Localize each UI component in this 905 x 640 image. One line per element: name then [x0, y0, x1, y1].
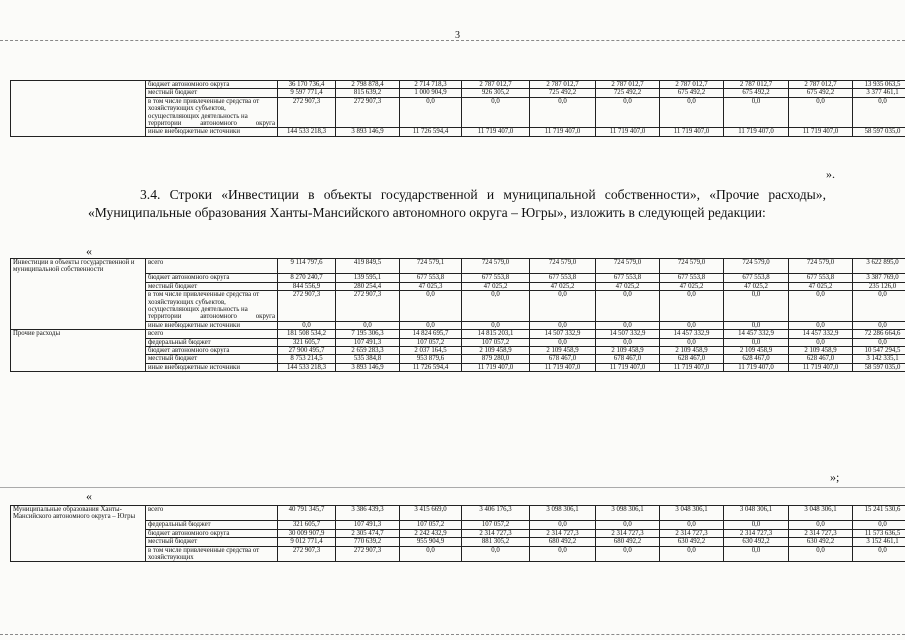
value-cell: 0,0: [596, 338, 660, 346]
value-cell: 14 507 332,9: [596, 330, 660, 338]
category-cell: [11, 355, 146, 363]
value-cell: 72 286 664,6: [853, 330, 905, 338]
row-label: всего: [146, 506, 278, 521]
table-row: [11, 330, 905, 338]
value-cell: 2 109 458,9: [596, 346, 660, 354]
row-label: в том числе привлеченные средства от хозяйствующих: [146, 546, 278, 562]
category-cell: Прочие расходы: [11, 330, 146, 338]
value-cell: 2 787 012,7: [462, 81, 530, 89]
value-cell: 2 314 727,3: [530, 529, 596, 537]
value-cell: 9 114 797,6: [278, 259, 336, 274]
value-cell: 2 109 458,9: [530, 346, 596, 354]
value-cell: 47 025,2: [724, 282, 789, 290]
value-cell: 0,0: [530, 321, 596, 329]
value-cell: 0,0: [596, 521, 660, 529]
value-cell: 0,0: [853, 546, 905, 562]
value-cell: 11 573 636,5: [853, 529, 905, 537]
row-label: бюджет автономного округа: [146, 274, 278, 282]
value-cell: 2 714 718,3: [400, 81, 462, 89]
value-cell: 0,0: [724, 97, 789, 128]
value-cell: 630 492,2: [660, 538, 724, 546]
value-cell: 3 048 306,1: [660, 506, 724, 521]
budget-table-municipalities: [10, 505, 905, 562]
value-cell: 0,0: [660, 521, 724, 529]
category-cell: [11, 81, 146, 89]
value-cell: 0,0: [596, 97, 660, 128]
value-cell: 0,0: [530, 291, 596, 322]
value-cell: 2 314 727,3: [462, 529, 530, 537]
budget-table-continued: [10, 80, 905, 137]
value-cell: 11 719 407,0: [530, 128, 596, 136]
value-cell: 0,0: [853, 97, 905, 128]
value-cell: 3 386 439,3: [336, 506, 400, 521]
table-row: [11, 506, 905, 521]
value-cell: 0,0: [400, 291, 462, 322]
table-row: [11, 89, 905, 97]
value-cell: 535 384,8: [336, 355, 400, 363]
value-cell: 2 109 458,9: [660, 346, 724, 354]
value-cell: 3 377 461,1: [853, 89, 905, 97]
value-cell: 628 467,0: [660, 355, 724, 363]
value-cell: 678 467,0: [530, 355, 596, 363]
value-cell: 36 170 736,4: [278, 81, 336, 89]
value-cell: 47 025,2: [462, 282, 530, 290]
value-cell: 0,0: [400, 97, 462, 128]
value-cell: 10 547 294,5: [853, 346, 905, 354]
value-cell: 11 719 407,0: [660, 128, 724, 136]
value-cell: 0,0: [462, 291, 530, 322]
table-row: [11, 346, 905, 354]
row-label: иные внебюджетные источники: [146, 128, 278, 136]
value-cell: 58 597 035,0: [853, 363, 905, 371]
row-label: местный бюджет: [146, 355, 278, 363]
value-cell: 881 305,2: [462, 538, 530, 546]
category-cell: [11, 128, 146, 136]
value-cell: 11 719 407,0: [789, 128, 853, 136]
value-cell: 680 492,2: [596, 538, 660, 546]
value-cell: 11 719 407,0: [789, 363, 853, 371]
value-cell: 677 553,8: [789, 274, 853, 282]
value-cell: 0,0: [724, 291, 789, 322]
value-cell: 630 492,2: [724, 538, 789, 546]
value-cell: 725 492,2: [596, 89, 660, 97]
value-cell: 2 109 458,9: [789, 346, 853, 354]
value-cell: 272 907,3: [278, 546, 336, 562]
value-cell: 0,0: [853, 521, 905, 529]
value-cell: 1 000 904,9: [400, 89, 462, 97]
row-label: местный бюджет: [146, 538, 278, 546]
category-cell: [11, 321, 146, 329]
value-cell: 0,0: [789, 546, 853, 562]
value-cell: 815 639,2: [336, 89, 400, 97]
value-cell: 675 492,2: [789, 89, 853, 97]
value-cell: 0,0: [789, 291, 853, 322]
value-cell: 3 142 335,1: [853, 355, 905, 363]
value-cell: 770 639,2: [336, 538, 400, 546]
table-row: [11, 97, 905, 128]
value-cell: 40 791 345,7: [278, 506, 336, 521]
value-cell: 677 553,8: [596, 274, 660, 282]
value-cell: 272 907,3: [336, 97, 400, 128]
value-cell: 11 719 407,0: [596, 363, 660, 371]
value-cell: 3 098 306,1: [530, 506, 596, 521]
row-label: бюджет автономного округа: [146, 346, 278, 354]
table-row: [11, 521, 905, 529]
value-cell: 955 904,9: [400, 538, 462, 546]
value-cell: 14 824 695,7: [400, 330, 462, 338]
value-cell: 0,0: [596, 546, 660, 562]
value-cell: 2 798 878,4: [336, 81, 400, 89]
row-label: федеральный бюджет: [146, 338, 278, 346]
value-cell: 9 012 771,4: [278, 538, 336, 546]
bottom-dashed-rule: [0, 634, 905, 635]
value-cell: 3 098 306,1: [596, 506, 660, 521]
category-cell: [11, 338, 146, 346]
value-cell: 14 457 332,9: [660, 330, 724, 338]
value-cell: 0,0: [530, 546, 596, 562]
value-cell: 280 254,4: [336, 282, 400, 290]
value-cell: 0,0: [462, 97, 530, 128]
value-cell: 680 492,2: [530, 538, 596, 546]
value-cell: 11 719 407,0: [596, 128, 660, 136]
row-label: бюджет автономного округа: [146, 529, 278, 537]
table-row: [11, 81, 905, 89]
value-cell: 11 726 594,4: [400, 363, 462, 371]
row-label: местный бюджет: [146, 89, 278, 97]
value-cell: 2 787 012,7: [660, 81, 724, 89]
value-cell: 677 553,8: [724, 274, 789, 282]
amendment-paragraph: 3.4. Строки «Инвестиции в объекты государственной и муниципальной собственности», «Прочие расходы», «Муниципальные образования Ханты-Мансийского автономного округа – Югры», изложить в следующей редакции:: [88, 187, 826, 220]
category-cell: [11, 529, 146, 537]
value-cell: 0,0: [660, 338, 724, 346]
value-cell: 13 935 063,5: [853, 81, 905, 89]
value-cell: 272 907,3: [278, 97, 336, 128]
value-cell: 677 553,8: [462, 274, 530, 282]
value-cell: 11 719 407,0: [530, 363, 596, 371]
value-cell: 0,0: [596, 291, 660, 322]
value-cell: 0,0: [660, 97, 724, 128]
category-cell: [11, 291, 146, 322]
table-row: [11, 274, 905, 282]
value-cell: 0,0: [853, 291, 905, 322]
value-cell: 0,0: [336, 321, 400, 329]
table-row: [11, 529, 905, 537]
category-cell: [11, 538, 146, 546]
value-cell: 677 553,8: [660, 274, 724, 282]
value-cell: 14 457 332,9: [724, 330, 789, 338]
row-label: в том числе привлеченные средства от хозяйствующих субъектов, осуществляющих деятельность на территории автономного округа: [146, 291, 278, 322]
row-label: бюджет автономного округа: [146, 81, 278, 89]
value-cell: 3 387 769,0: [853, 274, 905, 282]
value-cell: 0,0: [530, 521, 596, 529]
value-cell: 724 579,1: [400, 259, 462, 274]
value-cell: 0,0: [724, 546, 789, 562]
value-cell: 47 025,3: [400, 282, 462, 290]
value-cell: 11 719 407,0: [660, 363, 724, 371]
table-row: [11, 338, 905, 346]
category-cell: [11, 363, 146, 371]
value-cell: 47 025,2: [660, 282, 724, 290]
value-cell: 9 597 771,4: [278, 89, 336, 97]
row-label: иные внебюджетные источники: [146, 321, 278, 329]
value-cell: 2 242 432,9: [400, 529, 462, 537]
value-cell: 58 597 035,0: [853, 128, 905, 136]
value-cell: 725 492,2: [530, 89, 596, 97]
value-cell: 677 553,8: [400, 274, 462, 282]
top-dashed-rule: [0, 40, 905, 41]
value-cell: 107 057,2: [462, 338, 530, 346]
value-cell: 8 753 214,5: [278, 355, 336, 363]
value-cell: 844 556,9: [278, 282, 336, 290]
value-cell: 0,0: [462, 321, 530, 329]
value-cell: 321 605,7: [278, 338, 336, 346]
table-row: [11, 355, 905, 363]
value-cell: 272 907,3: [336, 291, 400, 322]
category-cell: Инвестиции в объекты государственной и муниципальной собственности: [11, 259, 146, 274]
opening-quote-1: «: [86, 244, 92, 258]
value-cell: 2 109 458,9: [724, 346, 789, 354]
table-row: [11, 321, 905, 329]
table-row: [11, 291, 905, 322]
row-label: местный бюджет: [146, 282, 278, 290]
value-cell: 14 815 203,1: [462, 330, 530, 338]
value-cell: 2 787 012,7: [596, 81, 660, 89]
value-cell: 2 314 727,3: [724, 529, 789, 537]
value-cell: 0,0: [724, 338, 789, 346]
table-row: [11, 538, 905, 546]
value-cell: 879 280,0: [462, 355, 530, 363]
row-label: иные внебюджетные источники: [146, 363, 278, 371]
value-cell: 181 508 534,2: [278, 330, 336, 338]
value-cell: 47 025,2: [789, 282, 853, 290]
value-cell: 0,0: [278, 321, 336, 329]
middle-dashed-rule: [0, 487, 905, 488]
value-cell: 724 579,0: [789, 259, 853, 274]
opening-quote-2: «: [86, 489, 92, 503]
value-cell: 0,0: [530, 97, 596, 128]
value-cell: 2 314 727,3: [789, 529, 853, 537]
value-cell: 11 719 407,0: [462, 128, 530, 136]
row-label: в том числе привлеченные средства от хозяйствующих субъектов, осуществляющих деятельность на территории автономного округа: [146, 97, 278, 128]
budget-table-investments-other: [10, 258, 905, 372]
category-cell: [11, 346, 146, 354]
value-cell: 107 057,2: [462, 521, 530, 529]
value-cell: 0,0: [596, 321, 660, 329]
value-cell: 724 579,0: [724, 259, 789, 274]
value-cell: 107 491,3: [336, 338, 400, 346]
value-cell: 272 907,3: [278, 291, 336, 322]
category-cell: [11, 274, 146, 282]
value-cell: 47 025,2: [596, 282, 660, 290]
value-cell: 724 579,0: [462, 259, 530, 274]
value-cell: 2 787 012,7: [789, 81, 853, 89]
value-cell: 0,0: [853, 321, 905, 329]
value-cell: 678 467,0: [596, 355, 660, 363]
value-cell: 2 037 164,5: [400, 346, 462, 354]
value-cell: 30 009 907,9: [278, 529, 336, 537]
value-cell: 15 241 530,6: [853, 506, 905, 521]
value-cell: 11 726 594,4: [400, 128, 462, 136]
value-cell: 3 048 306,1: [789, 506, 853, 521]
category-cell: Муниципальные образования Ханты-Мансийского автономного округа – Югры: [11, 506, 146, 521]
value-cell: 0,0: [660, 321, 724, 329]
value-cell: 8 270 240,7: [278, 274, 336, 282]
value-cell: 7 195 306,3: [336, 330, 400, 338]
value-cell: 0,0: [400, 546, 462, 562]
value-cell: 724 579,0: [530, 259, 596, 274]
value-cell: 0,0: [789, 321, 853, 329]
row-label: всего: [146, 259, 278, 274]
value-cell: 677 553,8: [530, 274, 596, 282]
category-cell: [11, 546, 146, 562]
value-cell: 0,0: [789, 521, 853, 529]
value-cell: 0,0: [400, 321, 462, 329]
value-cell: 0,0: [853, 338, 905, 346]
value-cell: 630 492,2: [789, 538, 853, 546]
value-cell: 2 305 474,7: [336, 529, 400, 537]
value-cell: 0,0: [660, 546, 724, 562]
value-cell: 107 057,2: [400, 521, 462, 529]
value-cell: 0,0: [789, 97, 853, 128]
row-label: всего: [146, 330, 278, 338]
value-cell: 11 719 407,0: [724, 363, 789, 371]
closing-quote-1: ».: [826, 167, 835, 181]
closing-quote-2: »;: [830, 470, 840, 484]
value-cell: 419 849,5: [336, 259, 400, 274]
value-cell: 0,0: [660, 291, 724, 322]
table-row: [11, 259, 905, 274]
value-cell: 675 492,2: [660, 89, 724, 97]
value-cell: 724 579,0: [596, 259, 660, 274]
value-cell: 0,0: [462, 546, 530, 562]
value-cell: 3 893 146,9: [336, 363, 400, 371]
table-row: [11, 282, 905, 290]
value-cell: 0,0: [530, 338, 596, 346]
category-cell: [11, 282, 146, 290]
value-cell: 953 879,6: [400, 355, 462, 363]
table-row: [11, 546, 905, 562]
value-cell: 3 415 669,0: [400, 506, 462, 521]
value-cell: 675 492,2: [724, 89, 789, 97]
value-cell: 139 595,1: [336, 274, 400, 282]
value-cell: 235 126,0: [853, 282, 905, 290]
value-cell: 14 457 332,9: [789, 330, 853, 338]
value-cell: 628 467,0: [724, 355, 789, 363]
value-cell: 3 152 461,1: [853, 538, 905, 546]
value-cell: 2 314 727,3: [596, 529, 660, 537]
table-row: [11, 128, 905, 136]
page-number: 3: [455, 30, 460, 41]
value-cell: 321 605,7: [278, 521, 336, 529]
value-cell: 0,0: [724, 321, 789, 329]
value-cell: 107 057,2: [400, 338, 462, 346]
value-cell: 3 893 146,9: [336, 128, 400, 136]
row-label: федеральный бюджет: [146, 521, 278, 529]
value-cell: 144 533 218,3: [278, 363, 336, 371]
value-cell: 3 048 306,1: [724, 506, 789, 521]
table-row: [11, 363, 905, 371]
category-cell: [11, 89, 146, 97]
value-cell: 3 406 176,3: [462, 506, 530, 521]
category-cell: [11, 97, 146, 128]
value-cell: 144 533 218,3: [278, 128, 336, 136]
value-cell: 0,0: [789, 338, 853, 346]
value-cell: 11 719 407,0: [724, 128, 789, 136]
value-cell: 0,0: [724, 521, 789, 529]
value-cell: 926 305,2: [462, 89, 530, 97]
value-cell: 628 467,0: [789, 355, 853, 363]
value-cell: 2 314 727,3: [660, 529, 724, 537]
value-cell: 2 659 283,3: [336, 346, 400, 354]
value-cell: 27 900 495,7: [278, 346, 336, 354]
value-cell: 272 907,3: [336, 546, 400, 562]
value-cell: 11 719 407,0: [462, 363, 530, 371]
value-cell: 2 787 012,7: [724, 81, 789, 89]
value-cell: 2 109 458,9: [462, 346, 530, 354]
value-cell: 2 787 012,7: [530, 81, 596, 89]
value-cell: 14 507 332,9: [530, 330, 596, 338]
value-cell: 107 491,3: [336, 521, 400, 529]
value-cell: 724 579,0: [660, 259, 724, 274]
category-cell: [11, 521, 146, 529]
value-cell: 3 622 895,0: [853, 259, 905, 274]
value-cell: 47 025,2: [530, 282, 596, 290]
